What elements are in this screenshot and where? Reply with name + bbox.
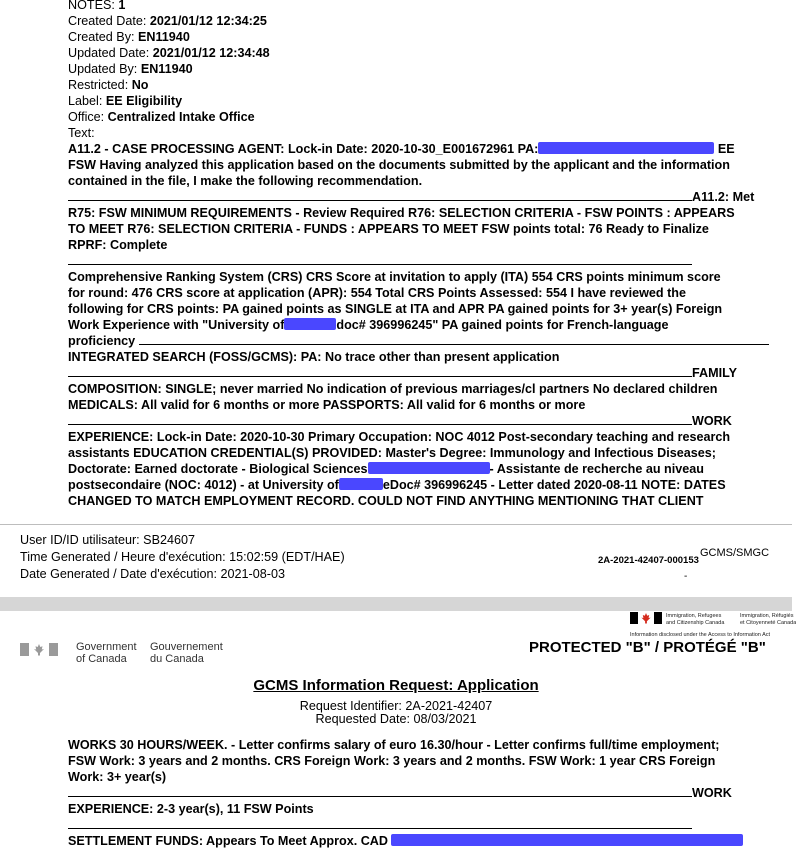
notes-count: NOTES: 1 bbox=[68, 0, 126, 12]
note-line: Work Experience with "University of doc# 396996245" PA gained points for French-language bbox=[68, 318, 669, 332]
note-line: following for CRS points: PA gained points as SINGLE at ITA and APR PA gained points for 3+ year(s) Foreign bbox=[68, 302, 723, 316]
note-line: COMPOSITION: SINGLE; never married No indication of previous marriages/cl partners No declared children bbox=[68, 382, 718, 396]
ircc-flag-icon bbox=[630, 612, 662, 624]
redaction bbox=[368, 462, 490, 474]
note-line: Work: 3+ year(s) bbox=[68, 770, 167, 784]
note-line: FSW Work: 3 years and 2 months. CRS Foreign Work: 3 years and 2 months. FSW Work: 1 year CRS Foreign bbox=[68, 754, 716, 768]
note-line: WORK bbox=[68, 413, 732, 429]
text-label: Text: bbox=[68, 126, 95, 140]
updated-date: Updated Date: 2021/01/12 12:34:48 bbox=[68, 46, 270, 60]
protected-marking: PROTECTED "B" / PROTÉGÉ "B" bbox=[529, 639, 766, 656]
note-line: assistants EDUCATION CREDENTIAL(S) PROVIDED: Master's Degree: Immunology and Infectious Diseases; bbox=[68, 446, 716, 460]
note-label: Label: EE Eligibility bbox=[68, 94, 183, 108]
government-fr: Gouvernement du Canada bbox=[150, 641, 223, 665]
document-title: GCMS Information Request: Application bbox=[253, 677, 539, 694]
note-line: Comprehensive Ranking System (CRS) CRS Score at invitation to apply (ITA) 554 CRS points minimum score bbox=[68, 270, 721, 284]
access-to-information-note: Information disclosed under the Access to Information Act bbox=[630, 632, 771, 638]
office: Office: Centralized Intake Office bbox=[68, 110, 255, 124]
note-line: INTEGRATED SEARCH (FOSS/GCMS): PA: No trace other than present application bbox=[68, 350, 560, 364]
note-line: RPRF: Complete bbox=[68, 238, 168, 252]
footer-date-generated: Date Generated / Date d'exécution: 2021-08-03 bbox=[20, 567, 285, 581]
note-line: FAMILY bbox=[68, 365, 737, 381]
footer-time-generated: Time Generated / Heure d'exécution: 15:02:59 (EDT/HAE) bbox=[20, 550, 345, 564]
note-line: EXPERIENCE: 2-3 year(s), 11 FSW Points bbox=[68, 802, 314, 816]
ircc-fr: Immigration, Réfugiés et Citoyenneté Canada bbox=[740, 613, 796, 626]
note-line: for round: 476 CRS score at application (APR): 554 Total CRS Points Assessed: 554 I have reviewed the bbox=[68, 286, 686, 300]
government-en: Government of Canada bbox=[76, 641, 137, 665]
footer-user-id: User ID/ID utilisateur: SB24607 bbox=[20, 533, 195, 547]
note-line: A11.2: Met bbox=[68, 189, 754, 205]
note-line: A11.2 - CASE PROCESSING AGENT: Lock-in Date: 2020-10-30_E001672961 PA: EE bbox=[68, 142, 735, 156]
redaction bbox=[538, 142, 714, 154]
redaction bbox=[284, 318, 336, 330]
page-footer-divider bbox=[0, 524, 792, 525]
note-line: FSW Having analyzed this application based on the documents submitted by the applicant and the information bbox=[68, 158, 730, 172]
redaction bbox=[391, 834, 743, 846]
note-line: CHANGED TO MATCH EMPLOYMENT RECORD. COULD NOT FIND ANYTHING MENTIONING THAT CLIENT bbox=[68, 494, 704, 508]
canada-flag-icon bbox=[20, 643, 58, 656]
redaction bbox=[339, 478, 383, 490]
requested-date: Requested Date: 08/03/2021 bbox=[315, 712, 477, 726]
footer-dash: - bbox=[684, 571, 688, 582]
request-identifier: Request Identifier: 2A-2021-42407 bbox=[299, 699, 493, 713]
divider-rule bbox=[68, 817, 692, 833]
footer-gcms-smgc: GCMS/SMGC bbox=[700, 547, 770, 559]
note-line: TO MEET R76: SELECTION CRITERIA - FUNDS : APPEARS TO MEET FSW points total: 76 Ready to Finalize bbox=[68, 222, 709, 236]
restricted: Restricted: No bbox=[68, 78, 149, 92]
note-line: EXPERIENCE: Lock-in Date: 2020-10-30 Primary Occupation: NOC 4012 Post-secondary teaching and research bbox=[68, 430, 731, 444]
note-line: postsecondaire (NOC: 4012) - at University of eDoc# 396996245 - Letter dated 2020-08-11 NOTE: DATES bbox=[68, 478, 726, 492]
note-line: R75: FSW MINIMUM REQUIREMENTS - Review Required R76: SELECTION CRITERIA - FSW POINTS : APPEARS bbox=[68, 206, 735, 220]
note-line: contained in the file, I make the following recommendation. bbox=[68, 174, 423, 188]
note-line: WORKS 30 HOURS/WEEK. - Letter confirms salary of euro 16.30/hour - Letter confirms full/time employment; bbox=[68, 738, 720, 752]
note-line: MEDICALS: All valid for 6 months or more PASSPORTS: All valid for 6 months or more bbox=[68, 398, 586, 412]
note-line: SETTLEMENT FUNDS: Appears To Meet Approx. CAD bbox=[68, 833, 743, 849]
ircc-en: Immigration, Refugees and Citizenship Canada bbox=[666, 613, 725, 626]
divider-rule bbox=[68, 253, 692, 269]
updated-by: Updated By: EN11940 bbox=[68, 62, 193, 76]
note-line: Doctorate: Earned doctorate - Biological Sciences - Assistante de recherche au niveau bbox=[68, 462, 704, 476]
footer-request-id: 2A-2021-42407-000153 bbox=[598, 555, 699, 566]
note-line: proficiency bbox=[68, 333, 769, 349]
page-break bbox=[0, 597, 792, 611]
created-date: Created Date: 2021/01/12 12:34:25 bbox=[68, 14, 267, 28]
note-line: WORK bbox=[68, 785, 732, 801]
created-by: Created By: EN11940 bbox=[68, 30, 190, 44]
